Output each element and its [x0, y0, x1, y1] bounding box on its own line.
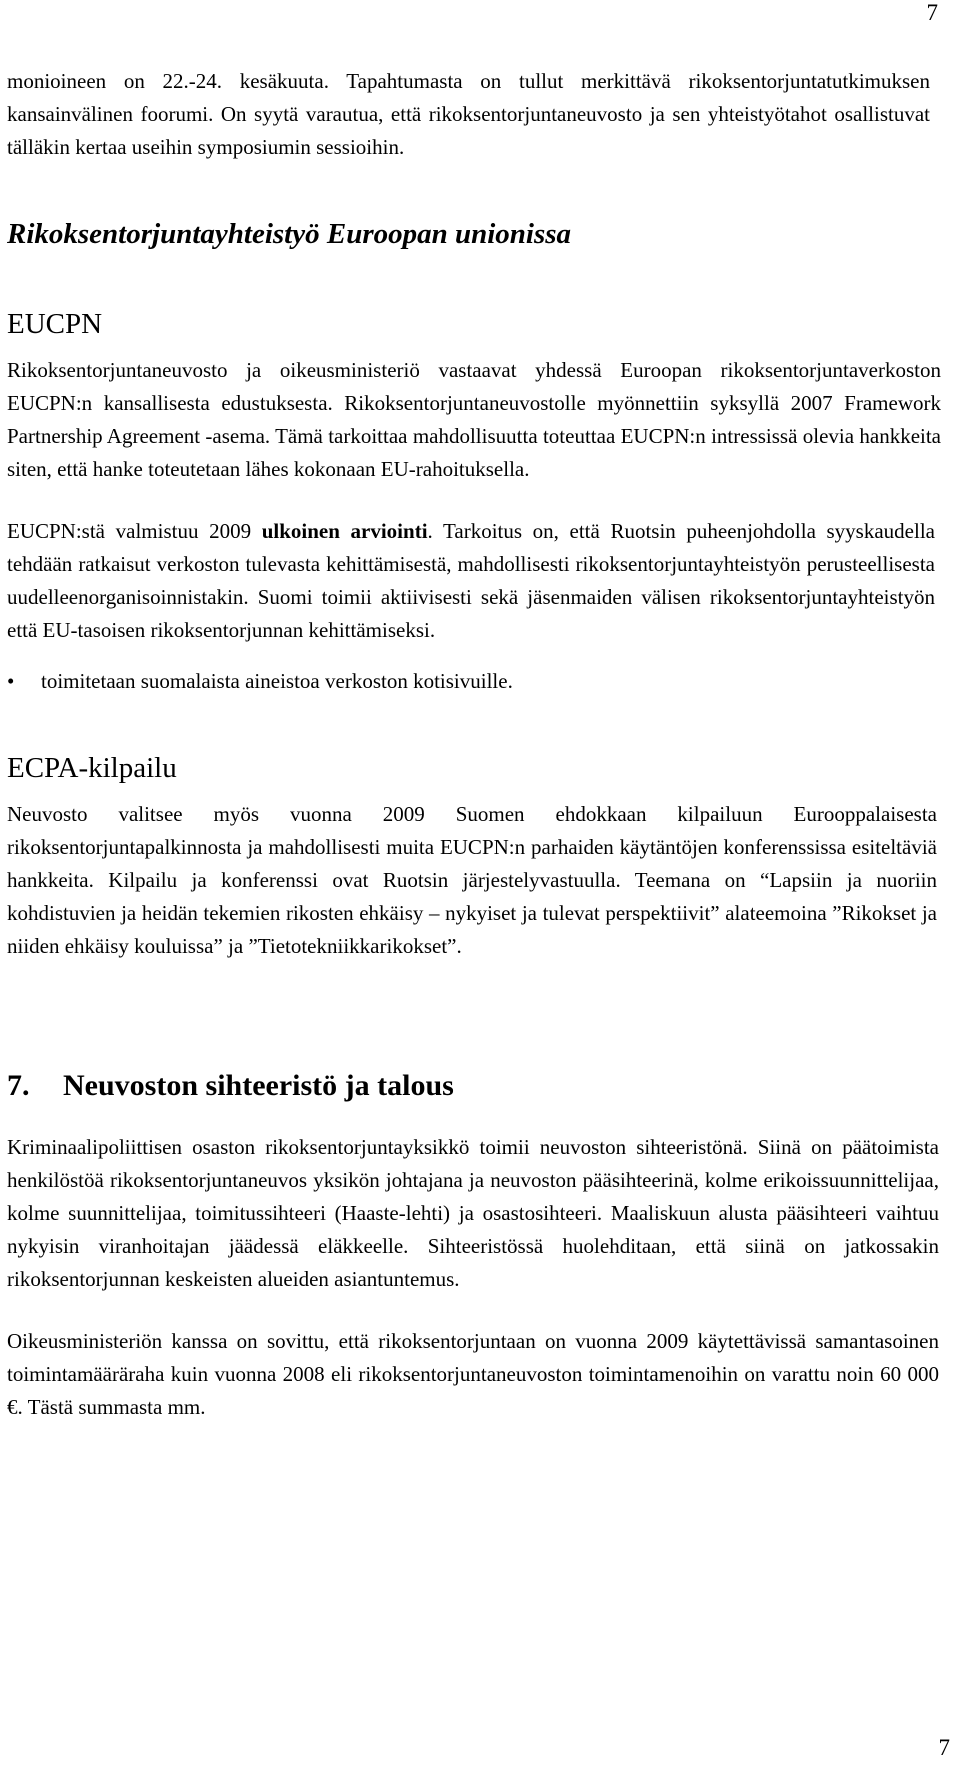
- page-number-top: 7: [926, 0, 938, 25]
- eucpn-paragraph-2-prefix: EUCPN:stä valmistuu 2009: [7, 519, 262, 543]
- document-body: [7, 65, 941, 1424]
- chapter-heading: [7, 1065, 941, 1107]
- ecpa-paragraph: Neuvosto valitsee myös vuonna 2009 Suomen ehdokkaan kilpailuun Eurooppalaisesta rikoksentorjuntapalkinnosta ja mahdollisesti muita EUCPN:n parhaiden käytäntöjen konferenssissa esiteltäviä hankkeita. Kilpailu ja konferenssi ovat Ruotsin järjestelyvastuulla. Teemana on “Lapsiin ja nuoriin kohdistuvien ja heidän tekemien rikosten ehkäisy – nykyiset ja tulevat perspektiivit” alateemoina ”Rikokset ja niiden ehkäisy kouluissa” ja ”Tietotekniikkarikokset”.: [7, 802, 937, 958]
- section-title-eu-cooperation: Rikoksentorjuntayhteistyö Euroopan unionissa: [7, 218, 572, 250]
- list-item: [7, 665, 941, 698]
- eucpn-paragraph-2: [7, 515, 935, 647]
- chapter-number: 7.: [7, 1069, 30, 1102]
- external-evaluation-emphasis: ulkoinen arviointi: [261, 519, 428, 543]
- bullet-text: toimitetaan suomalaista aineistoa verkoston kotisivuille.: [41, 669, 513, 693]
- bullet-icon: •: [7, 669, 15, 693]
- eucpn-paragraph-1: Rikoksentorjuntaneuvosto ja oikeusministeriö vastaavat yhdessä Euroopan rikoksentorjuntaverkoston EUCPN:n kansallisesta edustuksesta. Rikoksentorjuntaneuvostolle myönnettiin syksyllä 2007 Framework Partnership Agreement -asema. Tämä tarkoittaa mahdollisuutta toteuttaa EUCPN:n intressissä olevia hankkeita siten, että hanke toteutetaan lähes kokonaan EU-rahoituksella.: [7, 358, 941, 481]
- chapter-paragraph-2: Oikeusministeriön kanssa on sovittu, että rikoksentorjuntaan on vuonna 2009 käytettävissä samantasoinen toimintamääräraha kuin vuonna 2008 eli rikoksentorjuntaneuvoston toimintamenoihin on varattu noin 60 000 €. Tästä summasta mm.: [7, 1329, 939, 1419]
- page-number-bottom: 7: [938, 1735, 950, 1760]
- section-title-ecpa: ECPA-kilpailu: [7, 752, 177, 784]
- eucpn-paragraph-2-suffix: . Tarkoitus on, että Ruotsin puheenjohdolla syyskaudella tehdään ratkaisut verkoston tulevasta kehittämisestä, mahdollisesti rikoksentorjuntayhteistyön perusteellisesta uudelleenorganisoinnistakin. Suomi toimii aktiivisesti sekä jäsenmaiden välisen rikoksentorjuntayhteistyön että EU-tasoisen rikoksentorjunnan kehittämiseksi.: [7, 519, 935, 642]
- section-title-eucpn: EUCPN: [7, 308, 103, 340]
- chapter-title: Neuvoston sihteeristö ja talous: [63, 1069, 454, 1102]
- chapter-paragraph-1: Kriminaalipoliittisen osaston rikoksentorjuntayksikkö toimii neuvoston sihteeristönä. Siinä on päätoimista henkilöstöä rikoksentorjuntaneuvos yksikön johtajana ja neuvoston pääsihteerinä, kolme erikoissuunnittelijaa, kolme suunnittelijaa, toimitussihteeri (Haaste-lehti) ja osastosihteeri. Maaliskuun alusta pääsihteeri vaihtuu nykyisin viranhoitajan jäädessä eläkkeelle. Sihteeristössä huolehditaan, että siinä on jatkossakin rikoksentorjunnan keskeisten alueiden asiantuntemus.: [7, 1135, 939, 1291]
- intro-paragraph: monioineen on 22.-24. kesäkuuta. Tapahtumasta on tullut merkittävä rikoksentorjuntatutkimuksen kansainvälinen foorumi. On syytä varautua, että rikoksentorjuntaneuvosto ja sen yhteistyötahot osallistuvat tälläkin kertaa useihin symposiumin sessioihin.: [7, 69, 930, 159]
